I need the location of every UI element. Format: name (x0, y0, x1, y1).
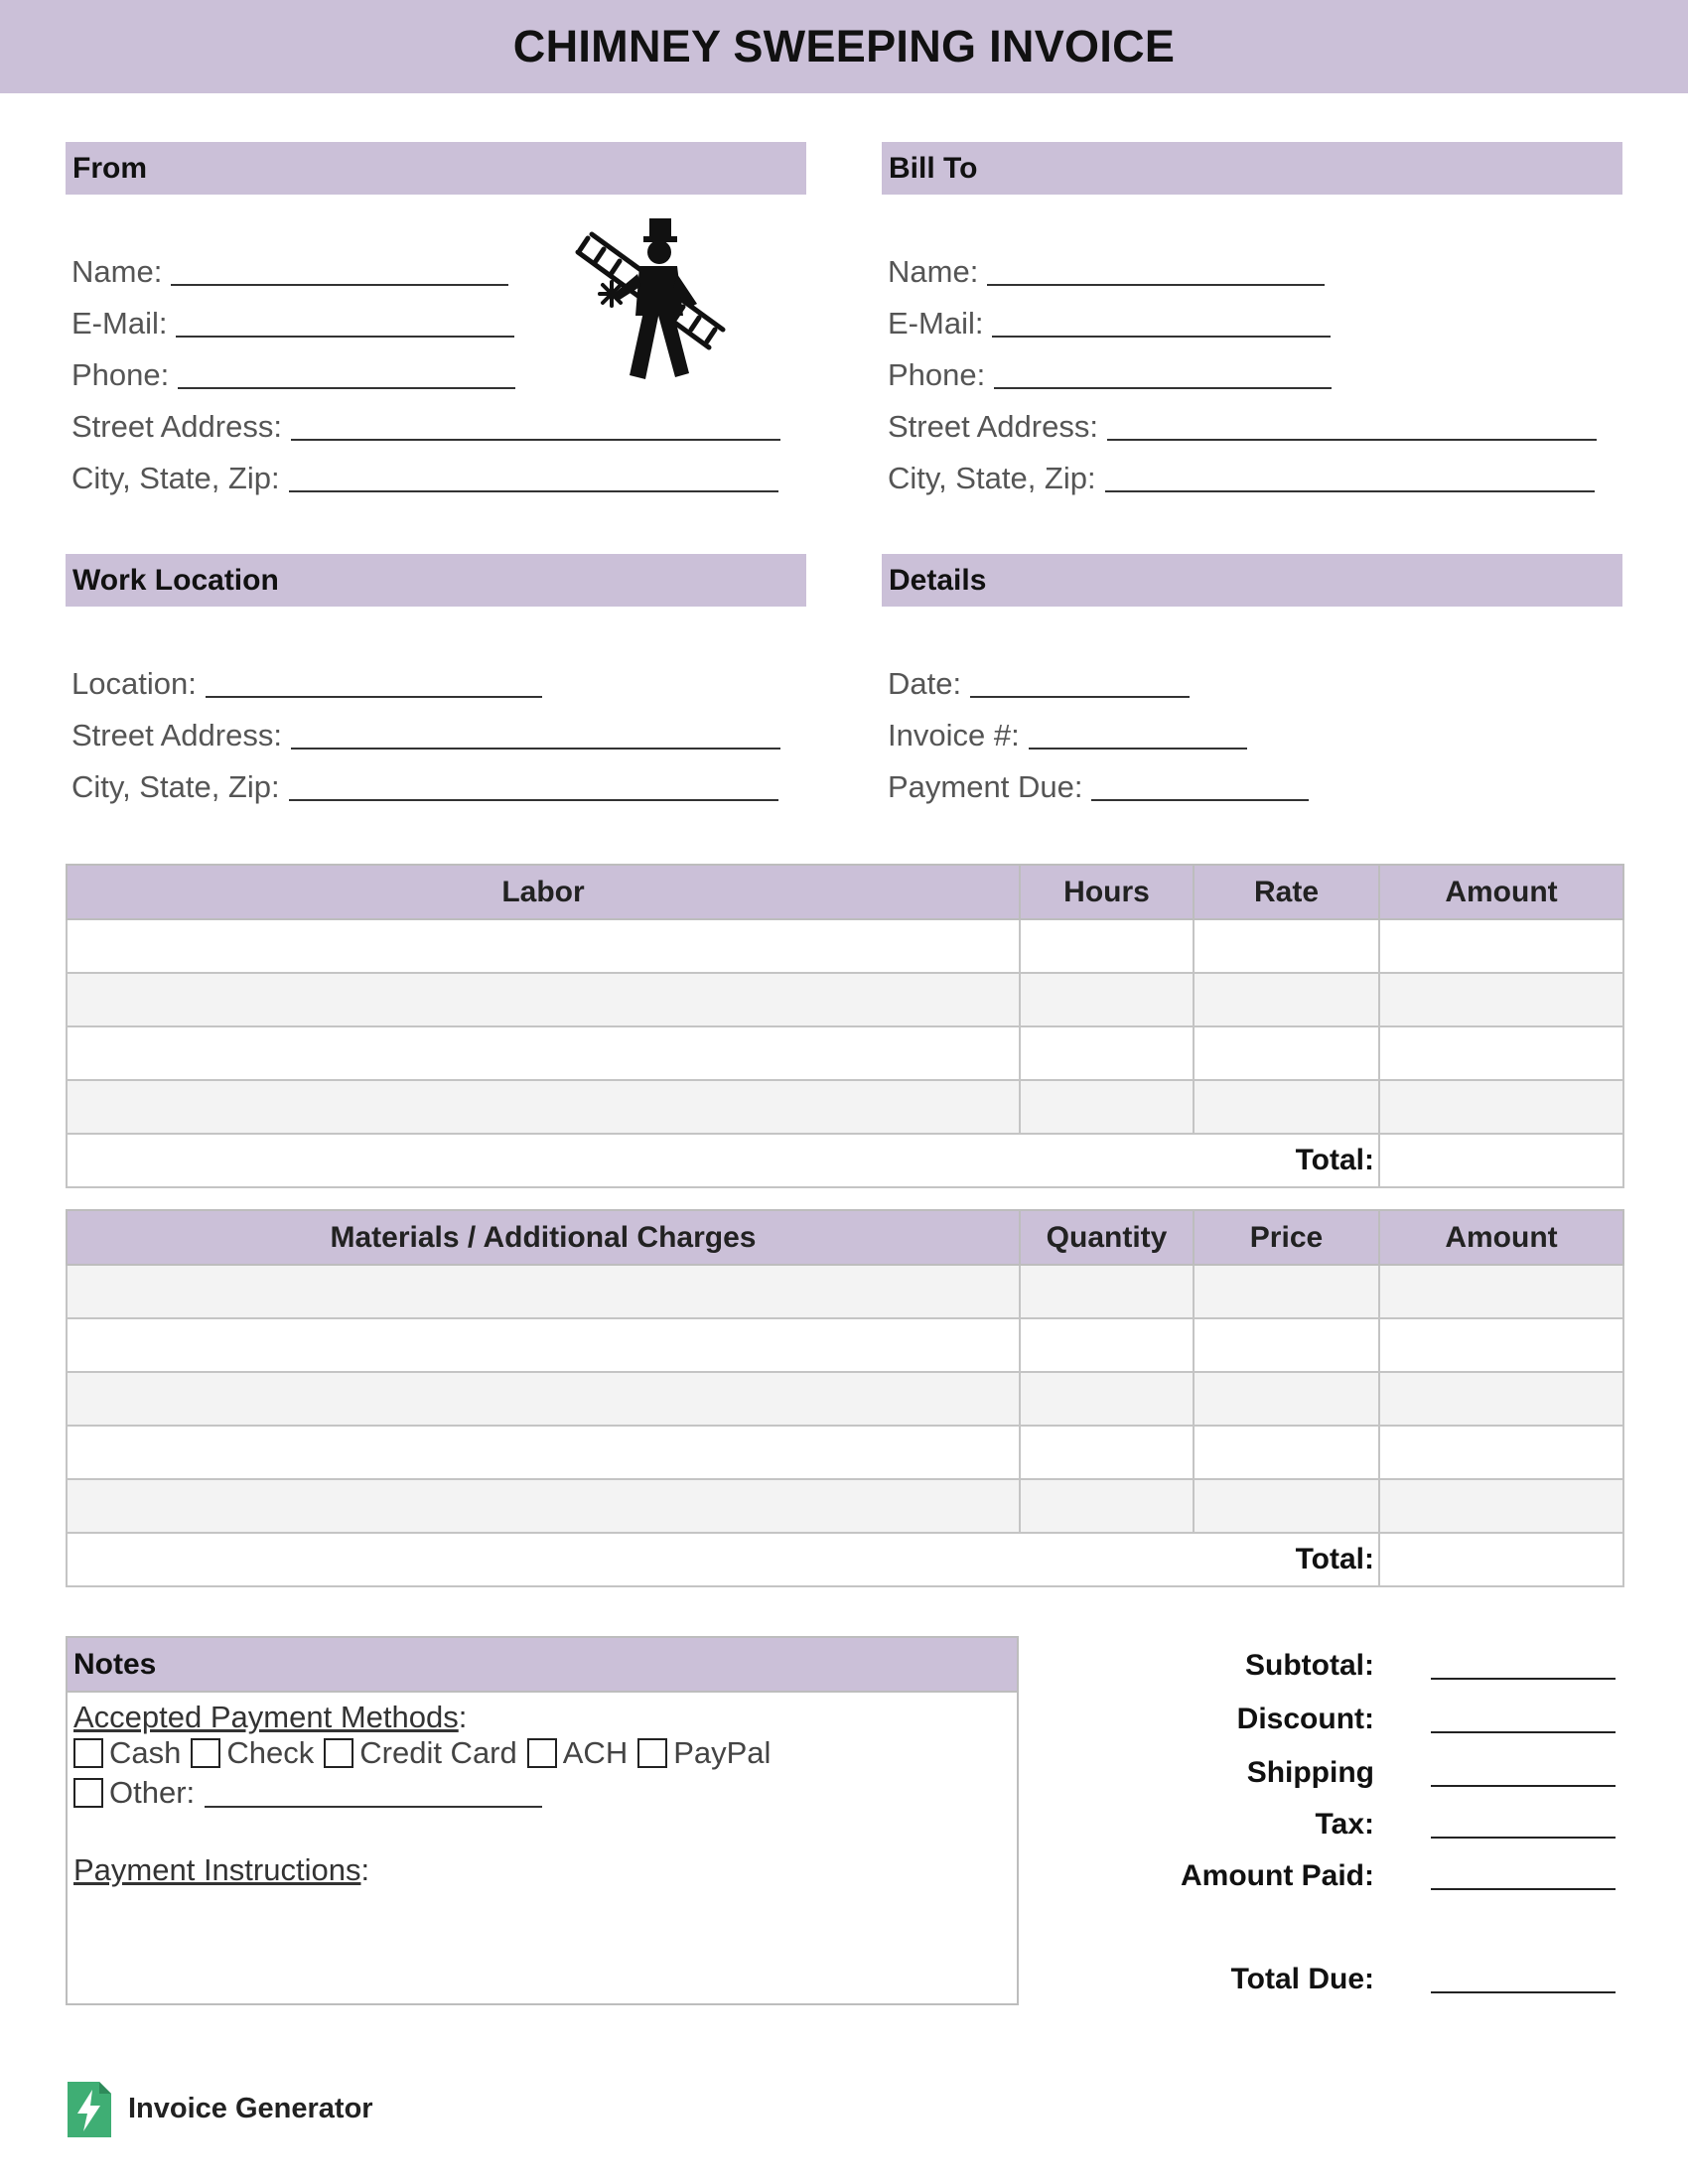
title-bar (0, 0, 1688, 93)
discount-label: Discount: (1236, 1703, 1374, 1735)
from-heading: From (66, 142, 806, 195)
invoice-generator-logo-icon (68, 2082, 111, 2137)
rate-cell[interactable] (1194, 1026, 1379, 1080)
materials-total-cell[interactable] (1379, 1533, 1623, 1586)
table-row (67, 1318, 1623, 1372)
hours-cell[interactable] (1020, 1080, 1194, 1134)
bill-to-city-label: City, State, Zip: (888, 461, 1096, 495)
labor-cell[interactable] (67, 1026, 1020, 1080)
payment-methods-label: Accepted Payment Methods (73, 1700, 459, 1734)
table-row (67, 919, 1623, 973)
from-phone-label: Phone: (71, 357, 170, 392)
subtotal-row[interactable] (1072, 1644, 1618, 1684)
amount-paid-label: Amount Paid: (1181, 1859, 1374, 1892)
from-city-field[interactable] (71, 457, 778, 496)
material-cell[interactable] (67, 1479, 1020, 1533)
from-street-label: Street Address: (71, 409, 282, 444)
from-city-line (289, 461, 778, 492)
discount-row[interactable] (1072, 1698, 1618, 1737)
work-street-line (291, 718, 780, 750)
work-street-label: Street Address: (71, 718, 282, 752)
work-location-field[interactable] (71, 662, 542, 702)
from-email-label: E-Mail: (71, 306, 168, 341)
quantity-header: Quantity (1020, 1210, 1194, 1265)
invoice-number-field[interactable] (888, 714, 1247, 753)
amount-paid-line (1431, 1858, 1616, 1890)
labor-header: Labor (67, 865, 1020, 919)
subtotal-label: Subtotal: (1245, 1649, 1374, 1682)
payment-due-line (1091, 769, 1309, 801)
tax-row[interactable] (1072, 1803, 1618, 1843)
table-row (67, 1426, 1623, 1479)
shipping-label: Shipping (1246, 1756, 1374, 1789)
material-cell[interactable] (67, 1426, 1020, 1479)
ach-label: ACH (562, 1735, 629, 1770)
table-row (67, 1479, 1623, 1533)
discount-line (1431, 1702, 1616, 1733)
from-street-field[interactable] (71, 405, 780, 445)
rate-header: Rate (1194, 865, 1379, 919)
quantity-cell[interactable] (1020, 1479, 1194, 1533)
date-field[interactable] (888, 662, 1190, 702)
bill-to-email-field[interactable] (888, 302, 1331, 341)
bill-to-street-label: Street Address: (888, 409, 1098, 444)
materials-total-label: Total: (67, 1533, 1379, 1586)
payment-instructions-label: Payment Instructions (73, 1852, 361, 1887)
total-due-label: Total Due: (1230, 1963, 1374, 1995)
amount-cell[interactable] (1379, 1265, 1623, 1318)
payment-due-field[interactable] (888, 765, 1309, 805)
work-location-line (206, 666, 542, 698)
work-street-field[interactable] (71, 714, 780, 753)
footer-brand: Invoice Generator (128, 2093, 373, 2124)
bill-to-name-line (987, 254, 1325, 286)
material-cell[interactable] (67, 1372, 1020, 1426)
shipping-line (1431, 1755, 1616, 1787)
price-cell[interactable] (1194, 1426, 1379, 1479)
from-name-label: Name: (71, 254, 163, 289)
work-city-line (289, 769, 778, 801)
paypal-label: PayPal (673, 1735, 772, 1770)
amount-cell[interactable] (1379, 1318, 1623, 1372)
details-heading: Details (882, 554, 1622, 607)
price-cell[interactable] (1194, 1318, 1379, 1372)
payment-due-label: Payment Due: (888, 769, 1083, 804)
table-row (67, 1265, 1623, 1318)
labor-total-row (67, 1134, 1623, 1187)
bill-to-city-line (1105, 461, 1595, 492)
bill-to-phone-label: Phone: (888, 357, 986, 392)
labor-header-row (67, 865, 1623, 919)
bill-to-email-line (992, 306, 1331, 338)
amount-cell[interactable] (1379, 1026, 1623, 1080)
bill-to-email-label: E-Mail: (888, 306, 984, 341)
from-name-line (171, 254, 508, 286)
invoice-number-line (1029, 718, 1247, 750)
other-label: Other: (109, 1775, 196, 1810)
notes-heading: Notes (68, 1638, 1017, 1693)
other-line[interactable] (205, 1778, 542, 1808)
rate-cell[interactable] (1194, 919, 1379, 973)
hours-cell[interactable] (1020, 919, 1194, 973)
amount-cell[interactable] (1379, 1426, 1623, 1479)
date-label: Date: (888, 666, 962, 701)
quantity-cell[interactable] (1020, 1318, 1194, 1372)
hours-cell[interactable] (1020, 1026, 1194, 1080)
bill-to-street-field[interactable] (888, 405, 1597, 445)
notes-box (66, 1636, 1019, 2005)
payment-methods-heading (73, 1700, 467, 1735)
material-cell[interactable] (67, 1265, 1020, 1318)
cash-label: Cash (109, 1735, 182, 1770)
date-line (970, 666, 1190, 698)
work-location-heading: Work Location (66, 554, 806, 607)
chimney-sweep-icon (574, 212, 749, 383)
quantity-cell[interactable] (1020, 1426, 1194, 1479)
amount-paid-row[interactable] (1072, 1854, 1618, 1894)
work-location-label: Location: (71, 666, 197, 701)
credit-card-checkbox[interactable] (324, 1738, 353, 1768)
materials-header-row (67, 1210, 1623, 1265)
table-row (67, 1026, 1623, 1080)
amount-cell[interactable] (1379, 1479, 1623, 1533)
from-email-field[interactable] (71, 302, 514, 341)
price-cell[interactable] (1194, 1372, 1379, 1426)
ach-checkbox[interactable] (527, 1738, 557, 1768)
materials-table (66, 1209, 1624, 1587)
cash-checkbox[interactable] (73, 1738, 103, 1768)
from-city-label: City, State, Zip: (71, 461, 280, 495)
hours-cell[interactable] (1020, 973, 1194, 1026)
materials-amount-header: Amount (1379, 1210, 1623, 1265)
materials-header: Materials / Additional Charges (67, 1210, 1020, 1265)
labor-amount-header: Amount (1379, 865, 1623, 919)
rate-cell[interactable] (1194, 1080, 1379, 1134)
check-label: Check (226, 1735, 315, 1770)
page-title: CHIMNEY SWEEPING INVOICE (512, 21, 1176, 71)
amount-cell[interactable] (1379, 973, 1623, 1026)
labor-cell[interactable] (67, 973, 1020, 1026)
labor-cell[interactable] (67, 919, 1020, 973)
bill-to-phone-field[interactable] (888, 353, 1332, 393)
hours-header: Hours (1020, 865, 1194, 919)
price-cell[interactable] (1194, 1265, 1379, 1318)
from-phone-field[interactable] (71, 353, 515, 393)
tax-label: Tax: (1315, 1808, 1374, 1841)
invoice-number-label: Invoice #: (888, 718, 1020, 752)
bill-to-name-label: Name: (888, 254, 979, 289)
other-payment-row (73, 1775, 542, 1811)
paypal-checkbox[interactable] (637, 1738, 667, 1768)
labor-table (66, 864, 1624, 1188)
bill-to-heading: Bill To (882, 142, 1622, 195)
credit-card-label: Credit Card (359, 1735, 517, 1770)
from-street-line (291, 409, 780, 441)
payment-methods-row (73, 1735, 780, 1771)
total-due-row[interactable] (1072, 1958, 1618, 1997)
labor-total-cell[interactable] (1379, 1134, 1623, 1187)
bill-to-city-field[interactable] (888, 457, 1595, 496)
table-row (67, 1372, 1623, 1426)
shipping-row[interactable] (1072, 1751, 1618, 1791)
from-name-field[interactable] (71, 250, 508, 290)
amount-cell[interactable] (1379, 1080, 1623, 1134)
subtotal-line (1431, 1648, 1616, 1680)
check-checkbox[interactable] (191, 1738, 220, 1768)
quantity-cell[interactable] (1020, 1372, 1194, 1426)
amount-cell[interactable] (1379, 919, 1623, 973)
total-due-line (1431, 1962, 1616, 1993)
table-row (67, 1080, 1623, 1134)
bill-to-street-line (1107, 409, 1597, 441)
price-header: Price (1194, 1210, 1379, 1265)
tax-line (1431, 1807, 1616, 1839)
labor-cell[interactable] (67, 1080, 1020, 1134)
payment-instructions-colon: : (360, 1852, 370, 1887)
work-city-label: City, State, Zip: (71, 769, 280, 804)
payment-instructions-heading (73, 1852, 369, 1888)
amount-cell[interactable] (1379, 1372, 1623, 1426)
bill-to-name-field[interactable] (888, 250, 1325, 290)
payment-methods-colon: : (458, 1700, 468, 1734)
quantity-cell[interactable] (1020, 1265, 1194, 1318)
bill-to-phone-line (994, 357, 1332, 389)
materials-total-row (67, 1533, 1623, 1586)
material-cell[interactable] (67, 1318, 1020, 1372)
rate-cell[interactable] (1194, 973, 1379, 1026)
table-row (67, 973, 1623, 1026)
from-phone-line (178, 357, 515, 389)
other-checkbox[interactable] (73, 1778, 103, 1808)
work-city-field[interactable] (71, 765, 778, 805)
from-email-line (176, 306, 514, 338)
price-cell[interactable] (1194, 1479, 1379, 1533)
labor-total-label: Total: (67, 1134, 1379, 1187)
